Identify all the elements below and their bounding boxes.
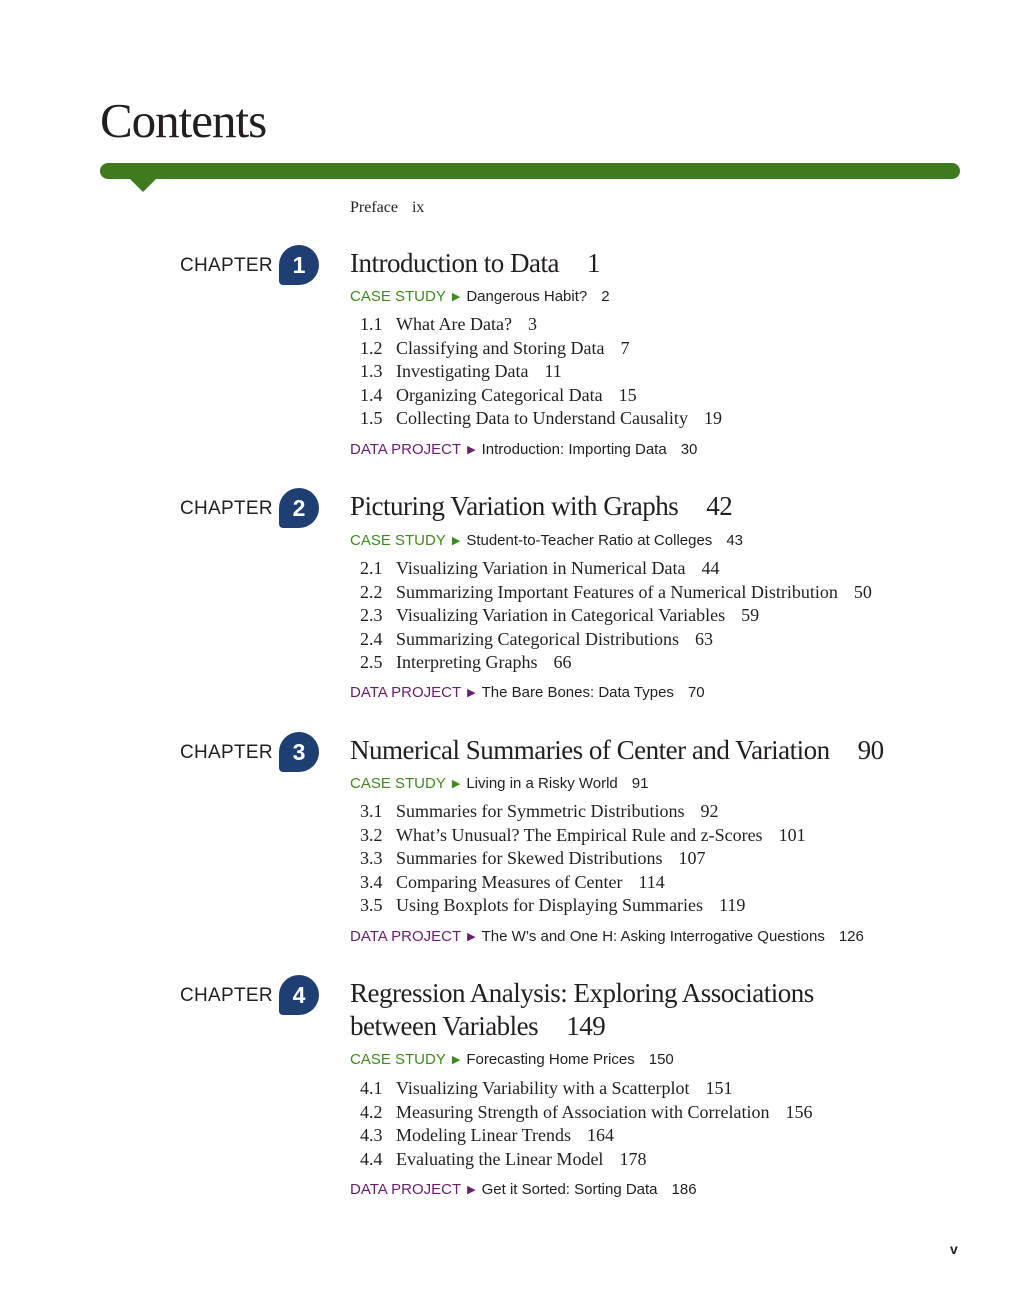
title-rule-bar bbox=[100, 163, 960, 179]
section-number: 1.5 bbox=[360, 408, 383, 428]
data-project-title: Get it Sorted: Sorting Data bbox=[481, 1181, 658, 1198]
section-page: 3 bbox=[527, 314, 537, 334]
data-project-entry[interactable] bbox=[350, 441, 697, 458]
section-page: 119 bbox=[719, 895, 746, 915]
section-number: 4.2 bbox=[360, 1101, 383, 1122]
section-number: 2.4 bbox=[360, 628, 383, 649]
section-page: 156 bbox=[785, 1101, 813, 1122]
arrow-right-icon: ▶ bbox=[467, 1184, 476, 1196]
section-title: Visualizing Variation in Numerical Data bbox=[396, 558, 686, 578]
section-title: Summarizing Categorical Distributions bbox=[396, 628, 679, 649]
chapter-title[interactable] bbox=[350, 247, 960, 280]
section-number: 4.3 bbox=[360, 1125, 383, 1145]
section-title: Modeling Linear Trends bbox=[396, 1125, 571, 1145]
data-project-title: The Bare Bones: Data Types bbox=[481, 684, 674, 701]
section-page: 50 bbox=[853, 581, 872, 602]
section-page: 114 bbox=[638, 871, 665, 892]
preface-entry[interactable] bbox=[350, 199, 424, 217]
section-item[interactable] bbox=[360, 1148, 812, 1172]
chapter-label: CHAPTER bbox=[180, 255, 273, 276]
chapter-label: CHAPTER bbox=[180, 742, 273, 763]
section-title: Interpreting Graphs bbox=[396, 652, 538, 672]
section-number: 2.3 bbox=[360, 605, 383, 625]
section-item[interactable] bbox=[360, 894, 806, 918]
chapter-number-badge: 2 bbox=[279, 488, 319, 528]
section-number: 3.5 bbox=[360, 895, 383, 915]
section-title: Visualizing Variation in Categorical Variables bbox=[396, 605, 726, 625]
section-title: Comparing Measures of Center bbox=[396, 871, 623, 892]
chapter-label: CHAPTER bbox=[180, 985, 273, 1006]
section-title: Measuring Strength of Association with Correlation bbox=[396, 1101, 770, 1122]
preface-page: ix bbox=[411, 199, 425, 216]
section-page: 44 bbox=[701, 558, 720, 578]
chapter-page: 90 bbox=[857, 735, 884, 765]
chapter-title[interactable] bbox=[350, 734, 960, 767]
data-project-page: 70 bbox=[687, 684, 705, 701]
data-project-label: DATA PROJECT bbox=[350, 1181, 462, 1198]
section-item[interactable] bbox=[360, 384, 722, 408]
section-item[interactable] bbox=[360, 337, 722, 361]
chapter-title-text: Picturing Variation with Graphs bbox=[350, 491, 679, 521]
preface-label: Preface bbox=[350, 199, 398, 216]
section-item[interactable] bbox=[360, 1101, 812, 1125]
case-study-label: CASE STUDY bbox=[350, 1051, 446, 1068]
case-study-label: CASE STUDY bbox=[350, 775, 446, 792]
data-project-entry[interactable] bbox=[350, 1181, 697, 1198]
section-item[interactable] bbox=[360, 407, 722, 431]
section-page: 11 bbox=[544, 361, 562, 381]
section-item[interactable] bbox=[360, 871, 806, 895]
arrow-right-icon: ▶ bbox=[467, 687, 476, 699]
section-item[interactable] bbox=[360, 1077, 812, 1101]
section-title: Classifying and Storing Data bbox=[396, 337, 605, 358]
chapter-page: 42 bbox=[706, 491, 733, 521]
case-study-label: CASE STUDY bbox=[350, 288, 446, 305]
section-list bbox=[360, 557, 872, 675]
section-number: 3.2 bbox=[360, 824, 383, 845]
section-number: 1.1 bbox=[360, 314, 383, 334]
section-number: 1.4 bbox=[360, 384, 383, 405]
section-page: 92 bbox=[700, 801, 719, 821]
case-study-page: 150 bbox=[648, 1051, 674, 1068]
section-page: 164 bbox=[587, 1125, 614, 1145]
section-number: 3.1 bbox=[360, 801, 383, 821]
data-project-entry[interactable] bbox=[350, 684, 705, 701]
data-project-title: Introduction: Importing Data bbox=[481, 441, 667, 458]
section-title: Visualizing Variability with a Scatterplot bbox=[396, 1078, 690, 1098]
chapter-number-badge: 1 bbox=[279, 245, 319, 285]
arrow-right-icon: ▶ bbox=[467, 931, 476, 943]
section-item[interactable] bbox=[360, 1124, 812, 1148]
section-title: Summarizing Important Features of a Numerical Distribution bbox=[396, 581, 838, 602]
section-item[interactable] bbox=[360, 800, 806, 824]
chapter-title-text: Introduction to Data bbox=[350, 248, 559, 278]
case-study-entry[interactable] bbox=[350, 288, 610, 305]
chapter-title-text-line2: between Variables bbox=[350, 1011, 539, 1041]
chapter-page: 1 bbox=[586, 248, 600, 278]
section-list bbox=[360, 1077, 812, 1171]
section-item[interactable] bbox=[360, 824, 806, 848]
section-title: Summaries for Symmetric Distributions bbox=[396, 801, 685, 821]
chapter-title[interactable] bbox=[350, 977, 960, 1043]
case-study-entry[interactable] bbox=[350, 775, 648, 792]
case-study-page: 43 bbox=[726, 532, 743, 549]
section-item[interactable] bbox=[360, 581, 872, 605]
chapter-label: CHAPTER bbox=[180, 498, 273, 519]
section-item[interactable] bbox=[360, 651, 872, 675]
case-study-entry[interactable] bbox=[350, 1051, 674, 1068]
section-page: 101 bbox=[778, 824, 806, 845]
case-study-label: CASE STUDY bbox=[350, 532, 446, 549]
section-page: 15 bbox=[618, 384, 637, 405]
section-item[interactable] bbox=[360, 604, 872, 628]
case-study-title: Student-to-Teacher Ratio at Colleges bbox=[466, 532, 713, 549]
section-page: 66 bbox=[553, 652, 572, 672]
chapter-number-badge: 3 bbox=[279, 732, 319, 772]
section-number: 4.1 bbox=[360, 1078, 383, 1098]
section-number: 1.3 bbox=[360, 361, 383, 381]
section-item[interactable] bbox=[360, 360, 722, 384]
chapter-title-text: Numerical Summaries of Center and Variation bbox=[350, 735, 830, 765]
page-title: Contents bbox=[100, 93, 267, 148]
section-page: 107 bbox=[678, 848, 706, 868]
case-study-page: 2 bbox=[601, 288, 610, 305]
section-item[interactable] bbox=[360, 557, 872, 581]
section-number: 3.3 bbox=[360, 848, 383, 868]
section-item[interactable] bbox=[360, 313, 722, 337]
section-number: 2.1 bbox=[360, 558, 383, 578]
section-number: 1.2 bbox=[360, 337, 383, 358]
arrow-right-icon: ▶ bbox=[451, 291, 461, 303]
section-number: 2.5 bbox=[360, 652, 383, 672]
section-item[interactable] bbox=[360, 847, 806, 871]
section-title: Using Boxplots for Displaying Summaries bbox=[396, 895, 703, 915]
section-page: 151 bbox=[705, 1078, 733, 1098]
section-title: Summaries for Skewed Distributions bbox=[396, 848, 663, 868]
section-title: Organizing Categorical Data bbox=[396, 384, 603, 405]
data-project-page: 30 bbox=[680, 441, 698, 458]
data-project-label: DATA PROJECT bbox=[350, 928, 462, 945]
arrow-right-icon: ▶ bbox=[451, 1054, 461, 1066]
case-study-page: 91 bbox=[631, 775, 649, 792]
case-study-entry[interactable] bbox=[350, 532, 743, 549]
chapter-page: 149 bbox=[566, 1011, 606, 1041]
data-project-label: DATA PROJECT bbox=[350, 441, 462, 458]
arrow-right-icon: ▶ bbox=[451, 535, 461, 547]
section-title: What Are Data? bbox=[396, 314, 512, 334]
arrow-right-icon: ▶ bbox=[451, 778, 461, 790]
data-project-entry[interactable] bbox=[350, 928, 864, 945]
section-title: Evaluating the Linear Model bbox=[396, 1148, 604, 1169]
section-title: What’s Unusual? The Empirical Rule and z-Scores bbox=[396, 824, 763, 845]
case-study-title: Dangerous Habit? bbox=[466, 288, 588, 305]
data-project-page: 126 bbox=[838, 928, 864, 945]
chapter-number-badge: 4 bbox=[279, 975, 319, 1015]
arrow-right-icon: ▶ bbox=[467, 444, 476, 456]
section-page: 178 bbox=[619, 1148, 647, 1169]
section-page: 19 bbox=[703, 408, 722, 428]
section-number: 2.2 bbox=[360, 581, 383, 602]
case-study-title: Living in a Risky World bbox=[466, 775, 618, 792]
section-item[interactable] bbox=[360, 628, 872, 652]
data-project-title: The W’s and One H: Asking Interrogative Questions bbox=[481, 928, 825, 945]
case-study-title: Forecasting Home Prices bbox=[466, 1051, 635, 1068]
section-title: Collecting Data to Understand Causality bbox=[396, 408, 688, 428]
section-number: 3.4 bbox=[360, 871, 383, 892]
data-project-page: 186 bbox=[671, 1181, 697, 1198]
section-page: 63 bbox=[694, 628, 713, 649]
section-number: 4.4 bbox=[360, 1148, 383, 1169]
section-page: 7 bbox=[620, 337, 630, 358]
chapter-title[interactable] bbox=[350, 490, 960, 523]
page-folio: v bbox=[950, 1241, 958, 1257]
section-title: Investigating Data bbox=[396, 361, 529, 381]
section-list bbox=[360, 800, 806, 918]
data-project-label: DATA PROJECT bbox=[350, 684, 462, 701]
section-page: 59 bbox=[741, 605, 760, 625]
title-rule-notch bbox=[128, 177, 158, 192]
section-list bbox=[360, 313, 722, 431]
chapter-title-text: Regression Analysis: Exploring Associations bbox=[350, 978, 814, 1008]
